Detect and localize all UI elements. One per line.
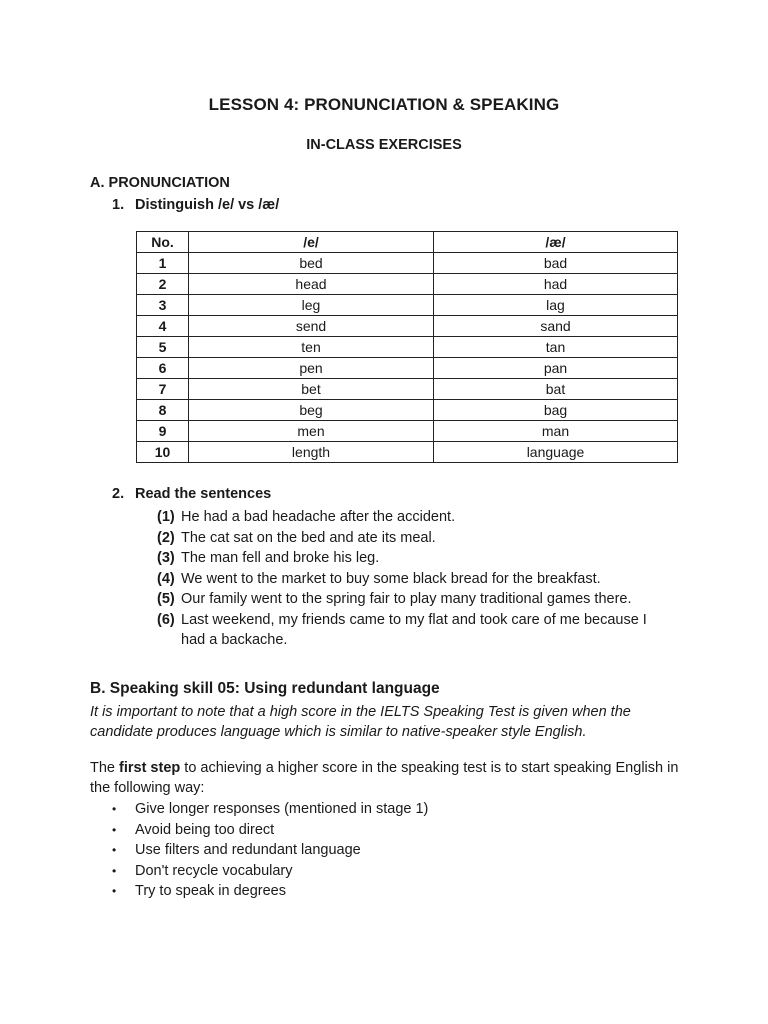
sentence-item	[157, 528, 667, 549]
tips-bullet-list	[112, 799, 428, 902]
word-e-sound: bed	[189, 253, 434, 274]
table-row	[137, 400, 678, 421]
header-e-sound: /e/	[189, 232, 434, 253]
word-e-sound: men	[189, 421, 434, 442]
word-e-sound: send	[189, 316, 434, 337]
row-number: 2	[137, 274, 189, 295]
exercise-1-heading	[112, 197, 279, 213]
sentence-item	[157, 569, 667, 590]
word-ae-sound: bat	[434, 379, 678, 400]
sentence-text: He had a bad headache after the accident.	[181, 509, 456, 525]
vowel-word-table	[136, 231, 678, 463]
row-number: 5	[137, 337, 189, 358]
word-ae-sound: language	[434, 442, 678, 463]
sentence-text: Our family went to the spring fair to play many traditional games there.	[181, 591, 632, 607]
sentence-number: (5)	[157, 591, 175, 607]
list-item-text: Avoid being too direct	[135, 821, 275, 838]
sentence-item	[157, 589, 667, 610]
word-ae-sound: bad	[434, 253, 678, 274]
header-no: No.	[137, 232, 189, 253]
section-b-heading: B. Speaking skill 05: Using redundant language	[90, 680, 440, 697]
word-ae-sound: tan	[434, 337, 678, 358]
exercise-1-label: Distinguish /e/ vs /æ/	[135, 197, 280, 213]
list-item	[112, 840, 428, 861]
sentence-number: (2)	[157, 529, 175, 546]
table-row	[137, 421, 678, 442]
word-ae-sound: pan	[434, 358, 678, 379]
row-number: 6	[137, 358, 189, 379]
row-number: 3	[137, 295, 189, 316]
paragraph-text-start: The	[90, 760, 120, 776]
word-e-sound: beg	[189, 400, 434, 421]
table-row	[137, 295, 678, 316]
exercise-1-number: 1.	[112, 197, 125, 213]
word-e-sound: pen	[189, 358, 434, 379]
sentence-text: The cat sat on the bed and ate its meal.	[181, 529, 436, 546]
table-row	[137, 442, 678, 463]
row-number: 4	[137, 316, 189, 337]
word-e-sound: head	[189, 274, 434, 295]
table-row	[137, 316, 678, 337]
table-row	[137, 379, 678, 400]
section-a-heading: A. PRONUNCIATION	[90, 175, 230, 191]
word-ae-sound: man	[434, 421, 678, 442]
table-row	[137, 274, 678, 295]
list-item	[112, 861, 428, 882]
sentence-text: We went to the market to buy some black bread for the breakfast.	[181, 570, 601, 587]
list-item-text: Try to speak in degrees	[135, 883, 286, 899]
sentence-number: (3)	[157, 550, 175, 566]
word-ae-sound: bag	[434, 400, 678, 421]
word-e-sound: bet	[189, 379, 434, 400]
sentence-item	[157, 507, 667, 528]
section-b-intro: It is important to note that a high score in the IELTS Speaking Test is given when the candidate produces language which is similar to native-speaker style English.	[90, 704, 631, 740]
list-item	[112, 799, 428, 820]
row-number: 8	[137, 400, 189, 421]
sentence-number: (6)	[157, 611, 175, 628]
row-number: 7	[137, 379, 189, 400]
list-item	[112, 820, 428, 841]
list-item-text: Give longer responses (mentioned in stage 1)	[135, 801, 429, 817]
table-row	[137, 253, 678, 274]
sentence-number: (1)	[157, 509, 175, 525]
paragraph-text-end: to achieving a higher score in the speaking test is to start speaking English in the following way:	[90, 760, 679, 796]
section-b-paragraph	[90, 759, 690, 798]
word-e-sound: leg	[189, 295, 434, 316]
word-e-sound: ten	[189, 337, 434, 358]
sentence-text: The man fell and broke his leg.	[181, 550, 380, 566]
sentence-item	[157, 548, 667, 569]
sentence-list	[157, 507, 667, 651]
bullet-dot-icon: •	[112, 843, 117, 857]
word-ae-sound: lag	[434, 295, 678, 316]
table-body	[137, 253, 678, 463]
list-item-text: Use filters and redundant language	[135, 842, 361, 858]
exercise-2-heading	[112, 486, 271, 502]
page-title: LESSON 4: PRONUNCIATION & SPEAKING	[208, 95, 560, 114]
list-item	[112, 881, 428, 902]
bullet-dot-icon: •	[112, 802, 117, 816]
header-ae-sound: /æ/	[434, 232, 678, 253]
table-header-row	[137, 232, 678, 253]
table-row	[137, 337, 678, 358]
row-number: 1	[137, 253, 189, 274]
table-row	[137, 358, 678, 379]
row-number: 10	[137, 442, 189, 463]
sentence-number: (4)	[157, 570, 175, 587]
sentence-item	[157, 610, 667, 651]
bullet-dot-icon: •	[112, 884, 117, 898]
sentence-text: Last weekend, my friends came to my flat and took care of me because I had a backache.	[181, 611, 647, 648]
bullet-dot-icon: •	[112, 822, 117, 837]
page-subtitle: IN-CLASS EXERCISES	[306, 137, 462, 153]
word-ae-sound: sand	[434, 316, 678, 337]
exercise-2-label: Read the sentences	[135, 486, 272, 502]
row-number: 9	[137, 421, 189, 442]
paragraph-bold-phrase: first step	[119, 760, 181, 776]
exercise-2-number: 2.	[112, 486, 125, 502]
bullet-dot-icon: •	[112, 863, 117, 878]
list-item-text: Don't recycle vocabulary	[135, 862, 293, 879]
word-e-sound: length	[189, 442, 434, 463]
word-ae-sound: had	[434, 274, 678, 295]
